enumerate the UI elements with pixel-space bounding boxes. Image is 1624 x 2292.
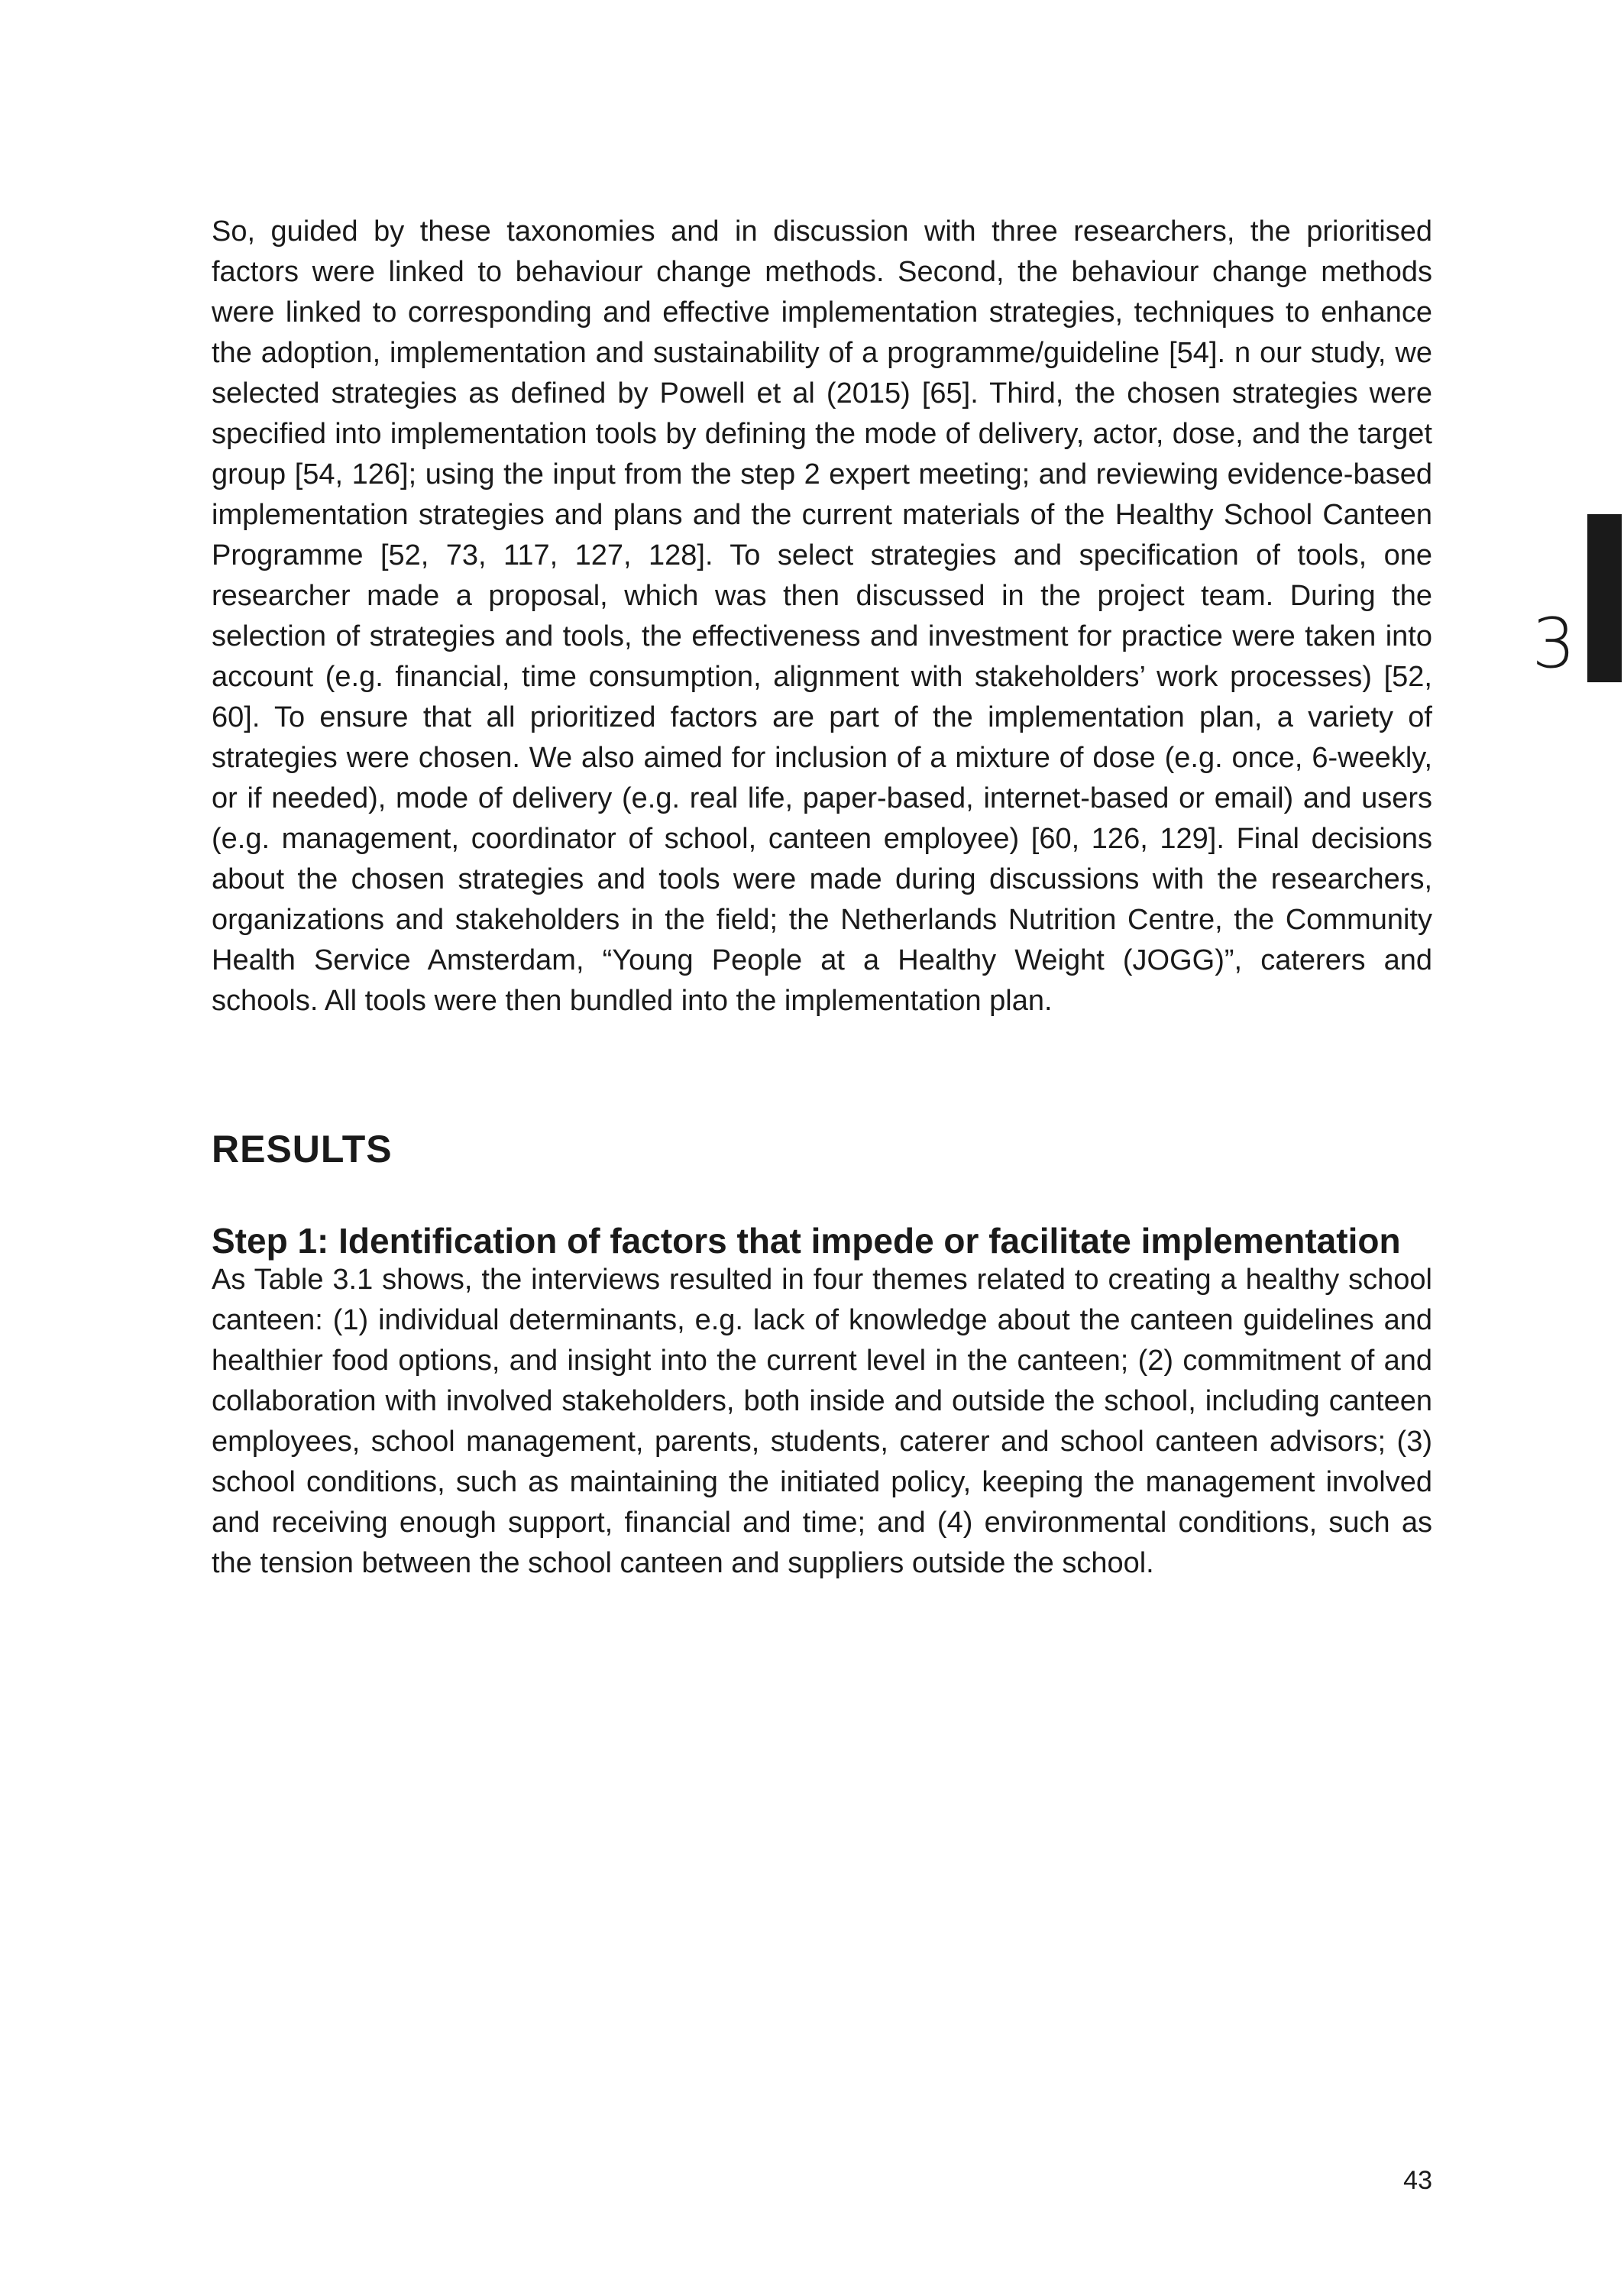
chapter-tab-marker [1587, 514, 1622, 682]
methods-paragraph: So, guided by these taxonomies and in discussion with three researchers, the prioritised factors were linked to behaviour change methods. Second, the behaviour change methods were linked to corresponding and effective implementation strategies, techniques to enhance the adoption, implementation and sustainability of a programme/guideline [54]. n our study, we selected strategies as defined by Powell et al (2015) [65]. Third, the chosen strategies were specified into implementation tools by defining the mode of delivery, actor, dose, and the target group [54, 126]; using the input from the step 2 expert meeting; and reviewing evidence-based implementation strategies and plans and the current materials of the Healthy School Canteen Programme [52, 73, 117, 127, 128]. To select strategies and specification of tools, one researcher made a proposal, which was then discussed in the project team. During the selection of strategies and tools, the effectiveness and investment for practice were taken into account (e.g. financial, time consumption, alignment with stakeholders’ work processes) [52, 60]. To ensure that all prioritized factors are part of the implementation plan, a variety of strategies were chosen. We also aimed for inclusion of a mixture of dose (e.g. once, 6-weekly, or if needed), mode of delivery (e.g. real life, paper-based, internet-based or email) and users (e.g. management, coordinator of school, canteen employee) [60, 126, 129]. Final decisions about the chosen strategies and tools were made during discussions with the researchers, organizations and stakeholders in the field; the Netherlands Nutrition Centre, the Community Health Service Amsterdam, “Young People at a Healthy Weight (JOGG)”, caterers and schools. All tools were then bundled into the implementation plan. [212, 215, 1432, 1017]
chapter-number: 3 [1532, 604, 1576, 684]
results-section-heading: RESULTS [212, 1128, 393, 1170]
results-paragraph: As Table 3.1 shows, the interviews resulted in four themes related to creating a healthy school canteen: (1) individual determinants, e.g. lack of knowledge about the canteen guidelines and healthier food options, and insight into the current level in the canteen; (2) commitment of and collaboration with involved stakeholders, both inside and outside the school, including canteen employees, school management, parents, students, caterer and school canteen advisors; (3) school conditions, such as maintaining the initiated policy, keeping the management involved and receiving enough support, financial and time; and (4) environmental conditions, such as the tension between the school canteen and suppliers outside the school. [212, 1264, 1432, 1579]
step1-subheading: Step 1: Identification of factors that impede or facilitate implementation [212, 1221, 1401, 1261]
page-number: 43 [1403, 2166, 1432, 2195]
